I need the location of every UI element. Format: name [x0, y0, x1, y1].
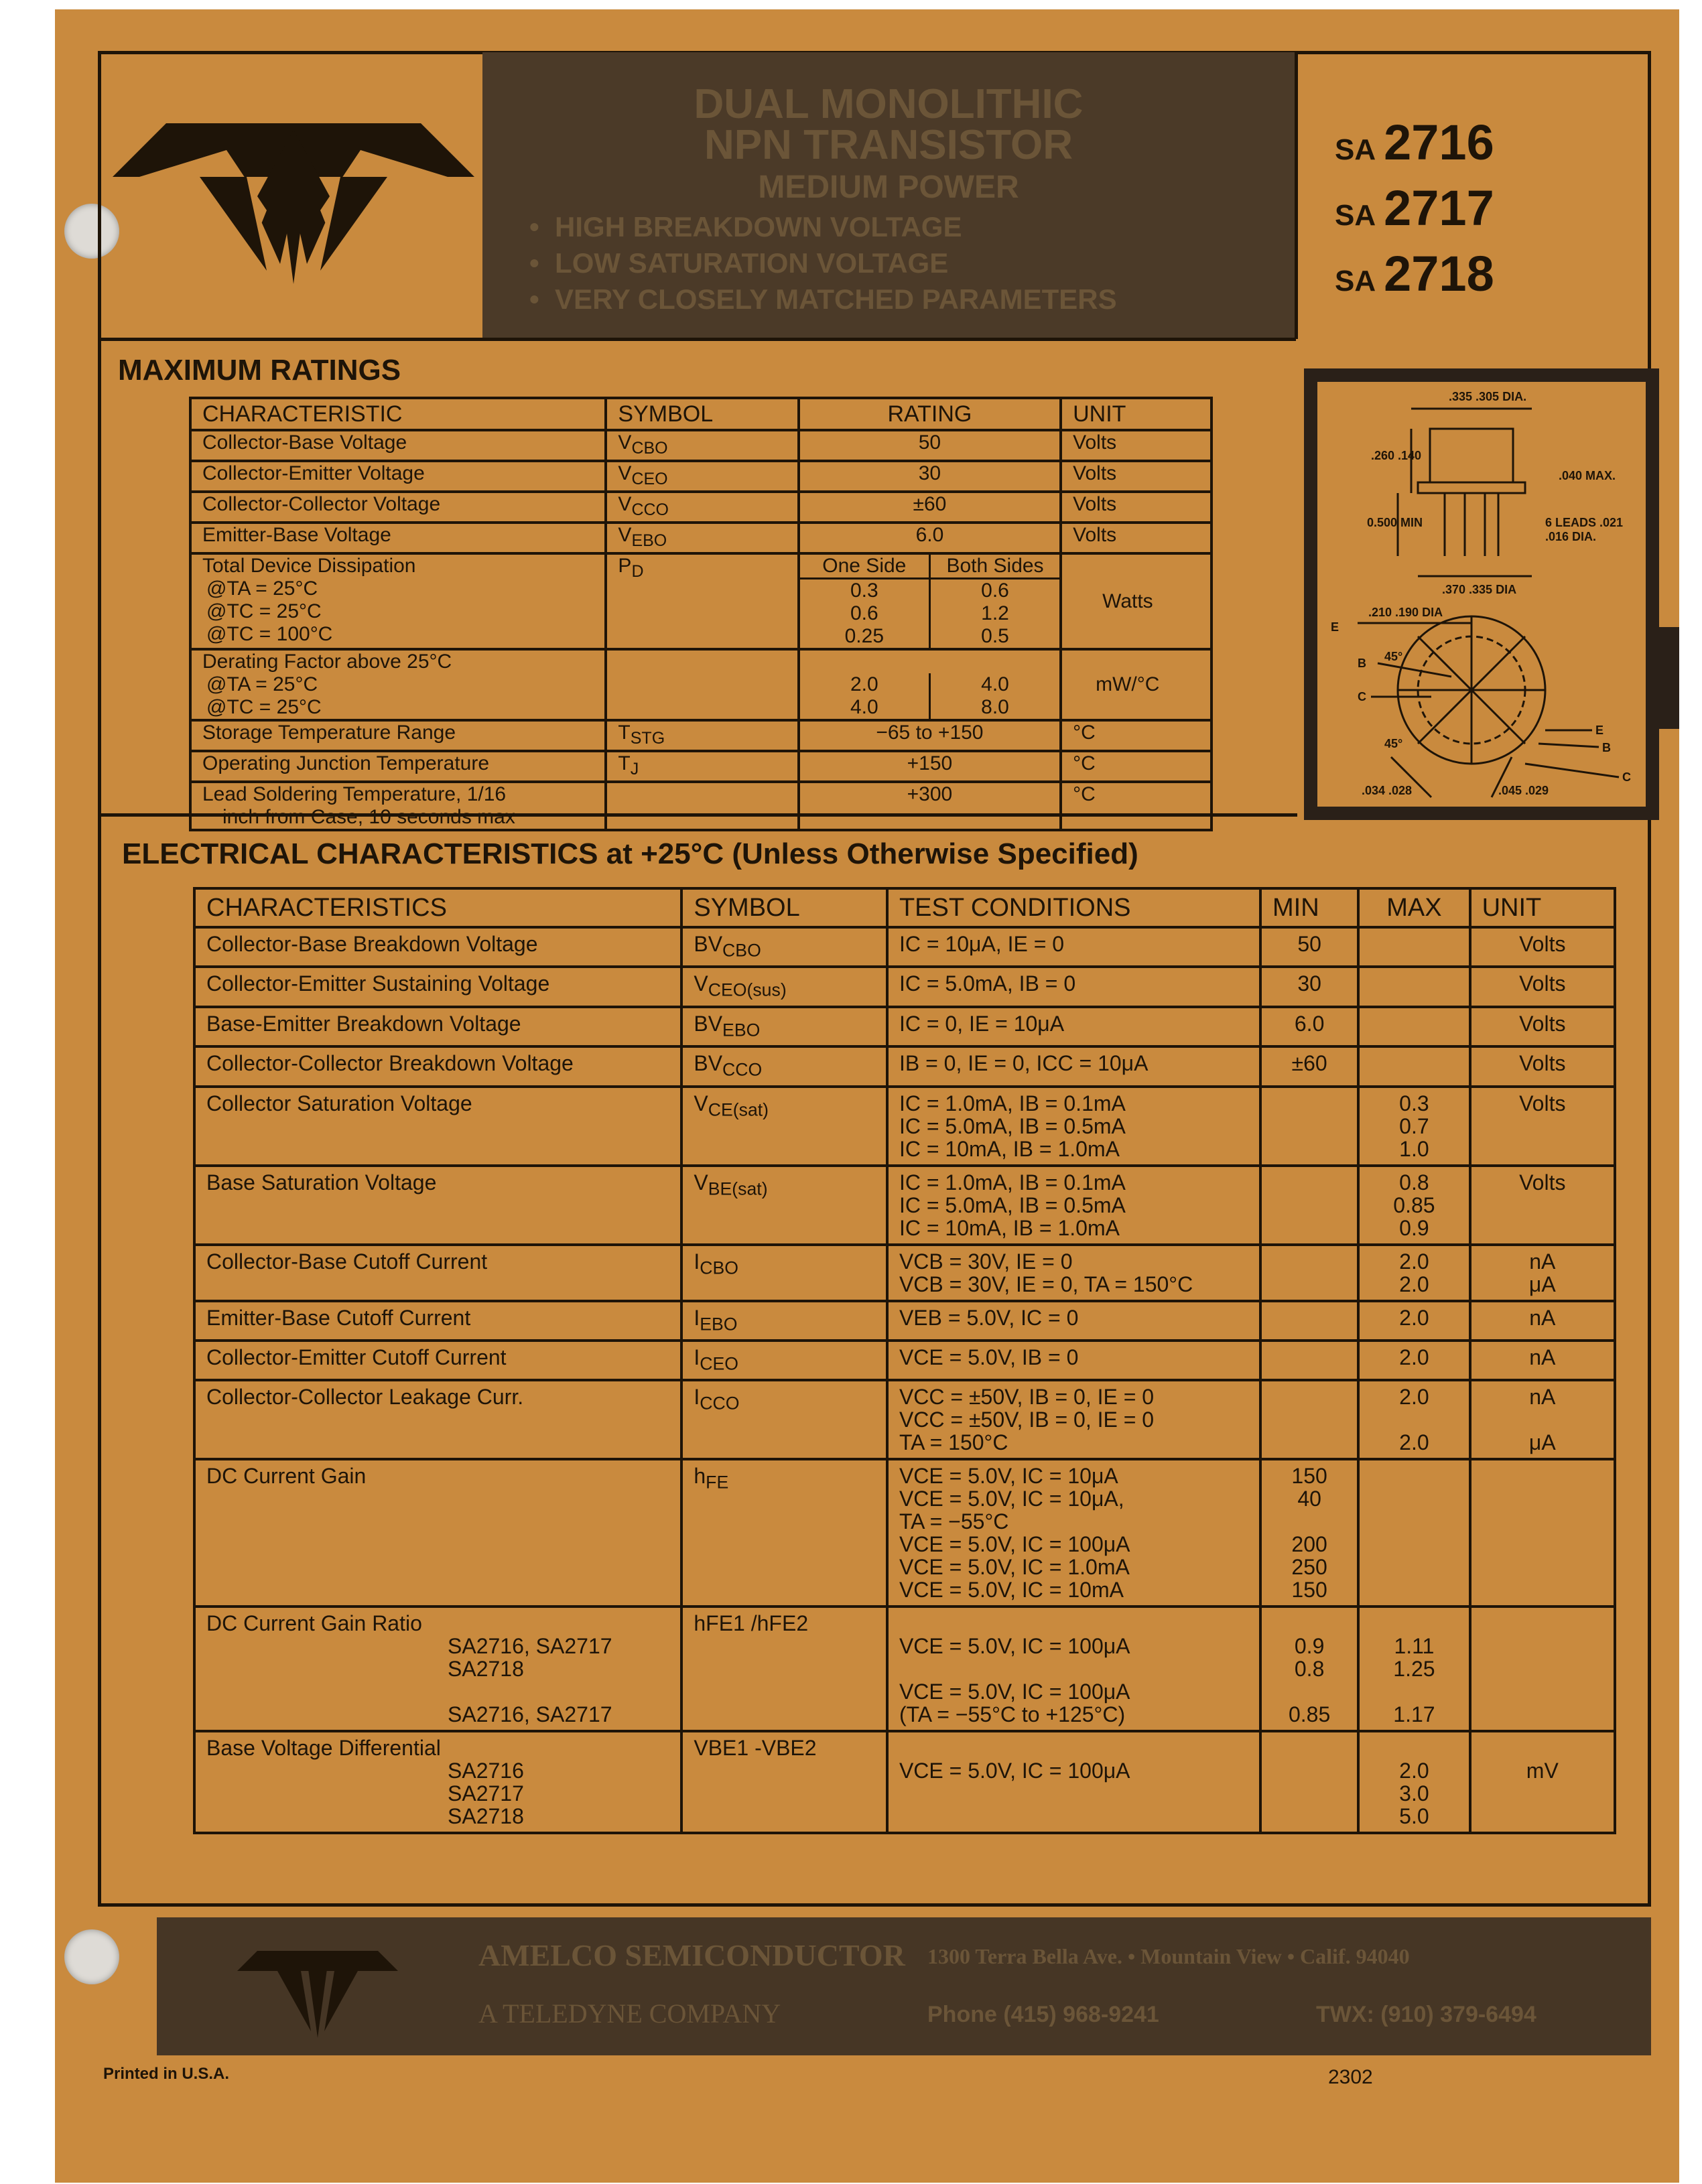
symbol: $V_{CE(sat)}$	[681, 1087, 887, 1166]
column-header: UNIT	[1061, 398, 1212, 430]
column-header: UNIT	[1470, 888, 1615, 927]
rating: ±60	[799, 492, 1061, 523]
dimension-label: .210 .190 DIA	[1368, 606, 1443, 619]
lead-label: E	[1595, 724, 1604, 737]
min-value	[1260, 1245, 1358, 1301]
max-value	[1358, 1459, 1469, 1607]
characteristic: Collector Saturation Voltage	[194, 1087, 681, 1166]
characteristic: Base Saturation Voltage	[194, 1166, 681, 1245]
test-conditions: VCE = 5.0V, IC = 10μA VCE = 5.0V, IC = 10μA, TA = −55°C VCE = 5.0V, IC = 100μA VCE = 5.0V, IC = 1.0mA VCE = 5.0V, IC = 10mA	[887, 1459, 1260, 1607]
max-ratings-heading: MAXIMUM RATINGS	[118, 354, 401, 387]
dimension-label: .040 MAX.	[1559, 469, 1616, 482]
rating: 50	[799, 430, 1061, 461]
table-row	[194, 1007, 1615, 1046]
characteristic: DC Current Gain Ratio SA2716, SA2717 SA2718 SA2716, SA2717	[194, 1607, 681, 1731]
unit: Volts	[1061, 430, 1212, 461]
dimension-label: 0.500 MIN	[1367, 516, 1423, 529]
table-row	[194, 1607, 1615, 1731]
unit: °C	[1061, 720, 1212, 751]
angle-label: 45°	[1384, 737, 1403, 750]
title-line-2: NPN TRANSISTOR	[704, 122, 1073, 168]
min-value	[1260, 1341, 1358, 1380]
min-value: ±60	[1260, 1046, 1358, 1086]
phone-number: Phone (415) 968-9241	[927, 2002, 1159, 2027]
unit: nA μA	[1470, 1380, 1615, 1459]
rating: −65 to +150	[799, 720, 1061, 751]
characteristic: Storage Temperature Range	[190, 720, 606, 751]
column-header: SYMBOL	[606, 398, 798, 430]
unit: Volts	[1470, 927, 1615, 967]
symbol: $BV_{CBO}$	[681, 927, 887, 967]
document-code: 2302	[1328, 2066, 1373, 2088]
rating-split: 2.0 4.0 4.0 8.0	[799, 649, 1061, 720]
test-conditions: IC = 0, IE = 10μA	[887, 1007, 1260, 1046]
characteristic: Emitter-Base Voltage	[190, 523, 606, 553]
test-conditions: VCE = 5.0V, IB = 0	[887, 1341, 1260, 1380]
table-row	[190, 430, 1212, 461]
rating: 6.0	[799, 523, 1061, 553]
part-number: SA 2718	[1335, 246, 1494, 301]
table-row	[194, 1166, 1615, 1245]
symbol: $V_{CEO(sus)}$	[681, 967, 887, 1006]
test-conditions: VEB = 5.0V, IC = 0	[887, 1301, 1260, 1341]
characteristic: Collector-Base Voltage	[190, 430, 606, 461]
symbol: $I_{CCO}$	[681, 1380, 887, 1459]
min-value	[1260, 1380, 1358, 1459]
characteristic: Emitter-Base Cutoff Current	[194, 1301, 681, 1341]
unit: mV	[1470, 1731, 1615, 1833]
characteristic: Base-Emitter Breakdown Voltage	[194, 1007, 681, 1046]
symbol: $P_D$	[606, 553, 798, 649]
unit: °C	[1061, 751, 1212, 782]
test-conditions: VCC = ±50V, IB = 0, IE = 0 VCC = ±50V, IB = 0, IE = 0 TA = 150°C	[887, 1380, 1260, 1459]
printed-in-note: Printed in U.S.A.	[103, 2065, 230, 2083]
dimension-label: 6 LEADS .021 .016 DIA.	[1545, 516, 1624, 543]
teledyne-logo-icon	[113, 110, 474, 284]
lead-label: B	[1602, 741, 1611, 754]
min-value	[1260, 1731, 1358, 1833]
symbol: VBE1 -VBE2	[681, 1731, 887, 1833]
dimension-label: .045 .029	[1498, 784, 1549, 797]
characteristic: Collector-Collector Breakdown Voltage	[194, 1046, 681, 1086]
table-row	[194, 1380, 1615, 1459]
symbol: $BV_{EBO}$	[681, 1007, 887, 1046]
max-value: 0.3 0.7 1.0	[1358, 1087, 1469, 1166]
min-value	[1260, 1301, 1358, 1341]
min-value: 6.0	[1260, 1007, 1358, 1046]
table-row	[194, 1087, 1615, 1166]
feature-item: • HIGH BREAKDOWN VOLTAGE	[529, 211, 962, 243]
symbol: $I_{CBO}$	[681, 1245, 887, 1301]
max-ratings-table	[189, 397, 1213, 831]
unit: Volts	[1061, 523, 1212, 553]
test-conditions: IC = 10μA, IE = 0	[887, 927, 1260, 967]
symbol: $V_{BE(sat)}$	[681, 1166, 887, 1245]
table-row	[194, 927, 1615, 967]
header-banner	[482, 52, 1295, 338]
test-conditions: IC = 1.0mA, IB = 0.1mA IC = 5.0mA, IB = 0.5mA IC = 10mA, IB = 1.0mA	[887, 1087, 1260, 1166]
lead-label: E	[1331, 620, 1339, 634]
characteristic: Collector-Collector Leakage Curr.	[194, 1380, 681, 1459]
max-value	[1358, 1007, 1469, 1046]
unit	[1470, 1607, 1615, 1731]
part-number: SA 2716	[1335, 115, 1494, 170]
symbol: $h_{FE}$	[681, 1459, 887, 1607]
dimension-label: .370 .335 DIA	[1442, 583, 1517, 596]
symbol: $T_{STG}$	[606, 720, 798, 751]
table-row	[194, 967, 1615, 1006]
max-value: 2.0 3.0 5.0	[1358, 1731, 1469, 1833]
rating-split: One Side Both Sides 0.3 0.6 0.25 0.6 1.2 0.5	[799, 553, 1061, 649]
table-row	[190, 649, 1212, 720]
symbol: $V_{CEO}$	[606, 461, 798, 492]
min-value: 30	[1260, 967, 1358, 1006]
company-tagline: A TELEDYNE COMPANY	[478, 1998, 781, 2029]
teledyne-logo-icon	[237, 1944, 398, 2038]
symbol: $BV_{CCO}$	[681, 1046, 887, 1086]
symbol: $I_{CEO}$	[681, 1341, 887, 1380]
max-value	[1358, 1046, 1469, 1086]
table-row	[194, 1245, 1615, 1301]
dimension-label: .335 .305 DIA.	[1449, 390, 1527, 403]
feature-item: • LOW SATURATION VOLTAGE	[529, 247, 949, 279]
footer-band	[157, 1917, 1651, 2055]
column-header: CHARACTERISTIC	[190, 398, 606, 430]
binder-hole	[64, 1929, 119, 1984]
characteristic: Total Device Dissipation @TA = 25°C @TC = 25°C @TC = 100°C	[190, 553, 606, 649]
characteristic: DC Current Gain	[194, 1459, 681, 1607]
min-value: 150 40 200 250 150	[1260, 1459, 1358, 1607]
angle-label: 45°	[1384, 650, 1403, 663]
symbol	[606, 649, 798, 720]
symbol	[606, 782, 798, 830]
unit: Volts	[1470, 1087, 1615, 1166]
table-row	[194, 1046, 1615, 1086]
column-header: MAX	[1358, 888, 1469, 927]
symbol: $V_{CBO}$	[606, 430, 798, 461]
max-value	[1358, 967, 1469, 1006]
test-conditions: VCE = 5.0V, IC = 100μA	[887, 1731, 1260, 1833]
table-row	[190, 523, 1212, 553]
test-conditions: IC = 5.0mA, IB = 0	[887, 967, 1260, 1006]
part-number: SA 2717	[1335, 180, 1494, 236]
rating: +300	[799, 782, 1061, 830]
lead-label: B	[1358, 657, 1366, 670]
test-conditions: VCB = 30V, IE = 0 VCB = 30V, IE = 0, TA = 150°C	[887, 1245, 1260, 1301]
unit: nA	[1470, 1341, 1615, 1380]
max-value: 2.0 2.0	[1358, 1245, 1469, 1301]
characteristic: Collector-Collector Voltage	[190, 492, 606, 523]
table-row	[190, 553, 1212, 649]
max-value: 0.8 0.85 0.9	[1358, 1166, 1469, 1245]
table-row	[190, 461, 1212, 492]
unit: Watts	[1061, 553, 1212, 649]
unit: °C	[1061, 782, 1212, 830]
table-row	[190, 782, 1212, 830]
unit: Volts	[1061, 461, 1212, 492]
min-value	[1260, 1087, 1358, 1166]
symbol: $V_{CCO}$	[606, 492, 798, 523]
table-row	[190, 720, 1212, 751]
datasheet-page	[55, 9, 1679, 2183]
characteristic: Collector-Base Breakdown Voltage	[194, 927, 681, 967]
package-outline	[1304, 368, 1659, 820]
max-value: 2.0	[1358, 1301, 1469, 1341]
characteristic: Collector-Emitter Sustaining Voltage	[194, 967, 681, 1006]
characteristic: Derating Factor above 25°C @TA = 25°C @TC = 25°C	[190, 649, 606, 720]
table-header-row	[190, 398, 1212, 430]
characteristic: Operating Junction Temperature	[190, 751, 606, 782]
electrical-table	[193, 887, 1616, 1834]
unit: nA	[1470, 1301, 1615, 1341]
lead-label: C	[1622, 770, 1631, 784]
unit	[1470, 1459, 1615, 1607]
unit: Volts	[1470, 1166, 1615, 1245]
table-row	[190, 751, 1212, 782]
table-row	[194, 1459, 1615, 1607]
characteristic: Lead Soldering Temperature, 1/16 inch from Case, 10 seconds max	[190, 782, 606, 830]
max-value	[1358, 927, 1469, 967]
unit: Volts	[1470, 967, 1615, 1006]
test-conditions: VCE = 5.0V, IC = 100μA VCE = 5.0V, IC = 100μA (TA = −55°C to +125°C)	[887, 1607, 1260, 1731]
feature-item: • VERY CLOSELY MATCHED PARAMETERS	[529, 283, 1117, 315]
symbol: hFE1 /hFE2	[681, 1607, 887, 1731]
column-header: SYMBOL	[681, 888, 887, 927]
column-header: TEST CONDITIONS	[887, 888, 1260, 927]
unit: Volts	[1061, 492, 1212, 523]
twx-number: TWX: (910) 379-6494	[1316, 2002, 1536, 2027]
table-row	[194, 1341, 1615, 1380]
min-value: 0.9 0.8 0.85	[1260, 1607, 1358, 1731]
lead-label: C	[1358, 690, 1366, 703]
rating: 30	[799, 461, 1061, 492]
column-header: RATING	[799, 398, 1061, 430]
characteristic: Collector-Emitter Voltage	[190, 461, 606, 492]
test-conditions: IB = 0, IE = 0, ICC = 10μA	[887, 1046, 1260, 1086]
dimension-label: .034 .028	[1362, 784, 1413, 797]
table-row	[194, 1731, 1615, 1833]
company-name: AMELCO SEMICONDUCTOR	[478, 1938, 905, 1972]
column-header: CHARACTERISTICS	[194, 888, 681, 927]
company-address: 1300 Terra Bella Ave. • Mountain View • Calif. 94040	[927, 1944, 1410, 1968]
max-value: 1.11 1.25 1.17	[1358, 1607, 1469, 1731]
title-line-1: DUAL MONOLITHIC	[694, 81, 1084, 127]
characteristic: Base Voltage Differential SA2716 SA2717 SA2718	[194, 1731, 681, 1833]
table-row	[194, 1301, 1615, 1341]
max-value: 2.0 2.0	[1358, 1380, 1469, 1459]
column-header: MIN	[1260, 888, 1358, 927]
electrical-heading: ELECTRICAL CHARACTERISTICS at +25°C (Unless Otherwise Specified)	[122, 837, 1138, 870]
max-value: 2.0	[1358, 1341, 1469, 1380]
subtitle: MEDIUM POWER	[758, 169, 1019, 205]
test-conditions: IC = 1.0mA, IB = 0.1mA IC = 5.0mA, IB = 0.5mA IC = 10mA, IB = 1.0mA	[887, 1166, 1260, 1245]
divider	[98, 338, 1296, 341]
symbol: $V_{EBO}$	[606, 523, 798, 553]
unit: Volts	[1470, 1046, 1615, 1086]
min-value: 50	[1260, 927, 1358, 967]
unit: Volts	[1470, 1007, 1615, 1046]
symbol: $T_J$	[606, 751, 798, 782]
min-value	[1260, 1166, 1358, 1245]
symbol: $I_{EBO}$	[681, 1301, 887, 1341]
characteristic: Collector-Base Cutoff Current	[194, 1245, 681, 1301]
unit: nA μA	[1470, 1245, 1615, 1301]
dimension-label: .260 .140	[1371, 449, 1422, 462]
unit: mW/°C	[1061, 649, 1212, 720]
characteristic: Collector-Emitter Cutoff Current	[194, 1341, 681, 1380]
table-row	[190, 492, 1212, 523]
rating: +150	[799, 751, 1061, 782]
divider	[1295, 51, 1298, 339]
table-header-row	[194, 888, 1615, 927]
